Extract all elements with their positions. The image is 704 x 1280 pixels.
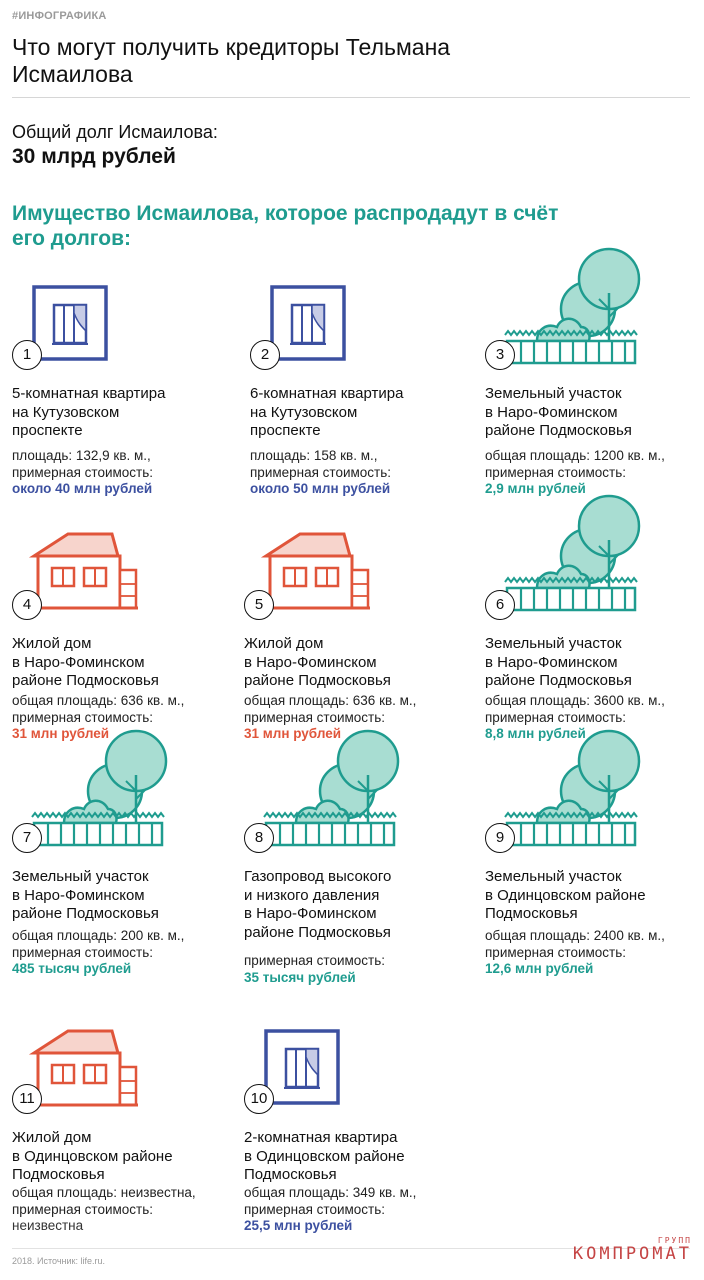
watermark-small-text: ГРУПП [657, 1236, 692, 1245]
item-area-and-price-label: общая площадь: 2400 кв. м., примерная стоимость: [485, 928, 665, 960]
property-item-3 [485, 283, 704, 498]
item-area-and-price-label: общая площадь: 200 кв. м., примерная стоимость: [12, 928, 185, 960]
item-price: 25,5 млн рублей [244, 1218, 353, 1233]
apartment-window-icon [250, 283, 480, 383]
property-item-8 [244, 765, 474, 985]
item-price: 35 тысяч рублей [244, 969, 356, 985]
item-name: 6-комнатная квартира на Кутузовском проспекте [250, 385, 404, 439]
item-name: Земельный участок в Наро-Фоминском районе Подмосковья [485, 385, 632, 439]
item-area-and-price-label: общая площадь: неизвестна, примерная стоимость: [12, 1185, 196, 1217]
item-name: Жилой дом в Наро-Фоминском районе Подмосковья [244, 635, 391, 689]
item-name: Газопровод высокого и низкого давления в Наро-Фоминском районе Подмосковья [244, 868, 392, 941]
house-icon [244, 530, 474, 630]
item-name: Земельный участок в Наро-Фоминском районе Подмосковья [12, 868, 159, 922]
property-item-7 [12, 765, 242, 980]
source-note: 2018. Источник: life.ru. [12, 1256, 105, 1266]
item-details [250, 448, 480, 498]
item-details [485, 928, 704, 978]
item-number-badge: 2 [250, 340, 280, 370]
watermark-logo [534, 1236, 694, 1268]
property-item-5 [244, 530, 474, 745]
item-price: около 40 млн рублей [12, 481, 153, 496]
item-area-and-price-label: общая площадь: 3600 кв. м., примерная стоимость: [485, 693, 665, 725]
title-divider [12, 97, 690, 98]
item-number-badge: 10 [244, 1084, 274, 1114]
item-number-badge: 11 [12, 1084, 42, 1114]
land-plot-trees-icon [485, 283, 704, 383]
item-name: Земельный участок в Наро-Фоминском районе Подмосковья [485, 635, 632, 689]
item-price: 12,6 млн рублей [485, 961, 594, 976]
item-number-badge: 9 [485, 823, 515, 853]
item-area-and-price-label: общая площадь: 636 кв. м., примерная стоимость: [244, 693, 417, 725]
item-name: Земельный участок в Одинцовском районе Подмосковья [485, 868, 646, 922]
property-item-1 [12, 283, 242, 498]
item-details [12, 1185, 242, 1235]
apartment-window-icon [12, 283, 242, 383]
property-item-10 [244, 1027, 474, 1242]
property-item-6 [485, 530, 704, 745]
item-details [12, 928, 242, 978]
category-tag: #ИНФОГРАФИКА [12, 10, 107, 22]
item-area-and-price-label: общая площадь: 349 кв. м., примерная стоимость: [244, 1185, 417, 1217]
item-price: 31 млн рублей [244, 726, 342, 741]
apartment-window-icon [244, 1027, 474, 1127]
house-icon [12, 1027, 242, 1127]
item-name: 5-комнатная квартира на Кутузовском проспекте [12, 385, 166, 439]
item-details [244, 1185, 474, 1235]
item-price: около 50 млн рублей [250, 481, 391, 496]
item-details [244, 953, 474, 986]
item-price: 31 млн рублей [12, 726, 110, 741]
item-price: неизвестна [12, 1218, 84, 1233]
item-name: Жилой дом в Наро-Фоминском районе Подмосковья [12, 635, 159, 689]
property-item-2 [250, 283, 480, 498]
debt-label: Общий долг Исмаилова: [12, 122, 218, 142]
land-plot-trees-icon [485, 530, 704, 630]
property-item-4 [12, 530, 242, 745]
section-title: Имущество Исмаилова, которое распродадут в счёт его долгов: [12, 202, 559, 250]
debt-value: 30 млрд рублей [12, 145, 176, 168]
property-item-11 [12, 1027, 242, 1242]
item-area-and-price-label: площадь: 158 кв. м., примерная стоимость: [250, 448, 392, 480]
item-details [485, 448, 704, 498]
land-plot-trees-icon [244, 765, 474, 865]
item-price: 8,8 млн рублей [485, 726, 586, 741]
page-title: Что могут получить кредиторы Тельмана Исмаилова [12, 34, 451, 87]
item-area-and-price-label: общая площадь: 636 кв. м., примерная стоимость: [12, 693, 185, 725]
item-price: 485 тысяч рублей [12, 961, 132, 976]
item-number-badge: 1 [12, 340, 42, 370]
item-number-badge: 3 [485, 340, 515, 370]
land-plot-trees-icon [12, 765, 242, 865]
item-name: Жилой дом в Одинцовском районе Подмосковья [12, 1129, 173, 1183]
item-area-and-price-label: примерная стоимость: [244, 953, 386, 968]
item-number-badge: 8 [244, 823, 274, 853]
item-number-badge: 6 [485, 590, 515, 620]
property-item-9 [485, 765, 704, 980]
item-number-badge: 7 [12, 823, 42, 853]
house-icon [12, 530, 242, 630]
item-details [12, 448, 242, 498]
item-number-badge: 5 [244, 590, 274, 620]
land-plot-trees-icon [485, 765, 704, 865]
watermark-main-text: КОМПРОМАТ [572, 1244, 692, 1264]
item-number-badge: 4 [12, 590, 42, 620]
item-area-and-price-label: общая площадь: 1200 кв. м., примерная стоимость: [485, 448, 665, 480]
item-price: 2,9 млн рублей [485, 481, 586, 496]
item-area-and-price-label: площадь: 132,9 кв. м., примерная стоимость: [12, 448, 154, 480]
item-name: 2-комнатная квартира в Одинцовском районе Подмосковья [244, 1129, 405, 1183]
